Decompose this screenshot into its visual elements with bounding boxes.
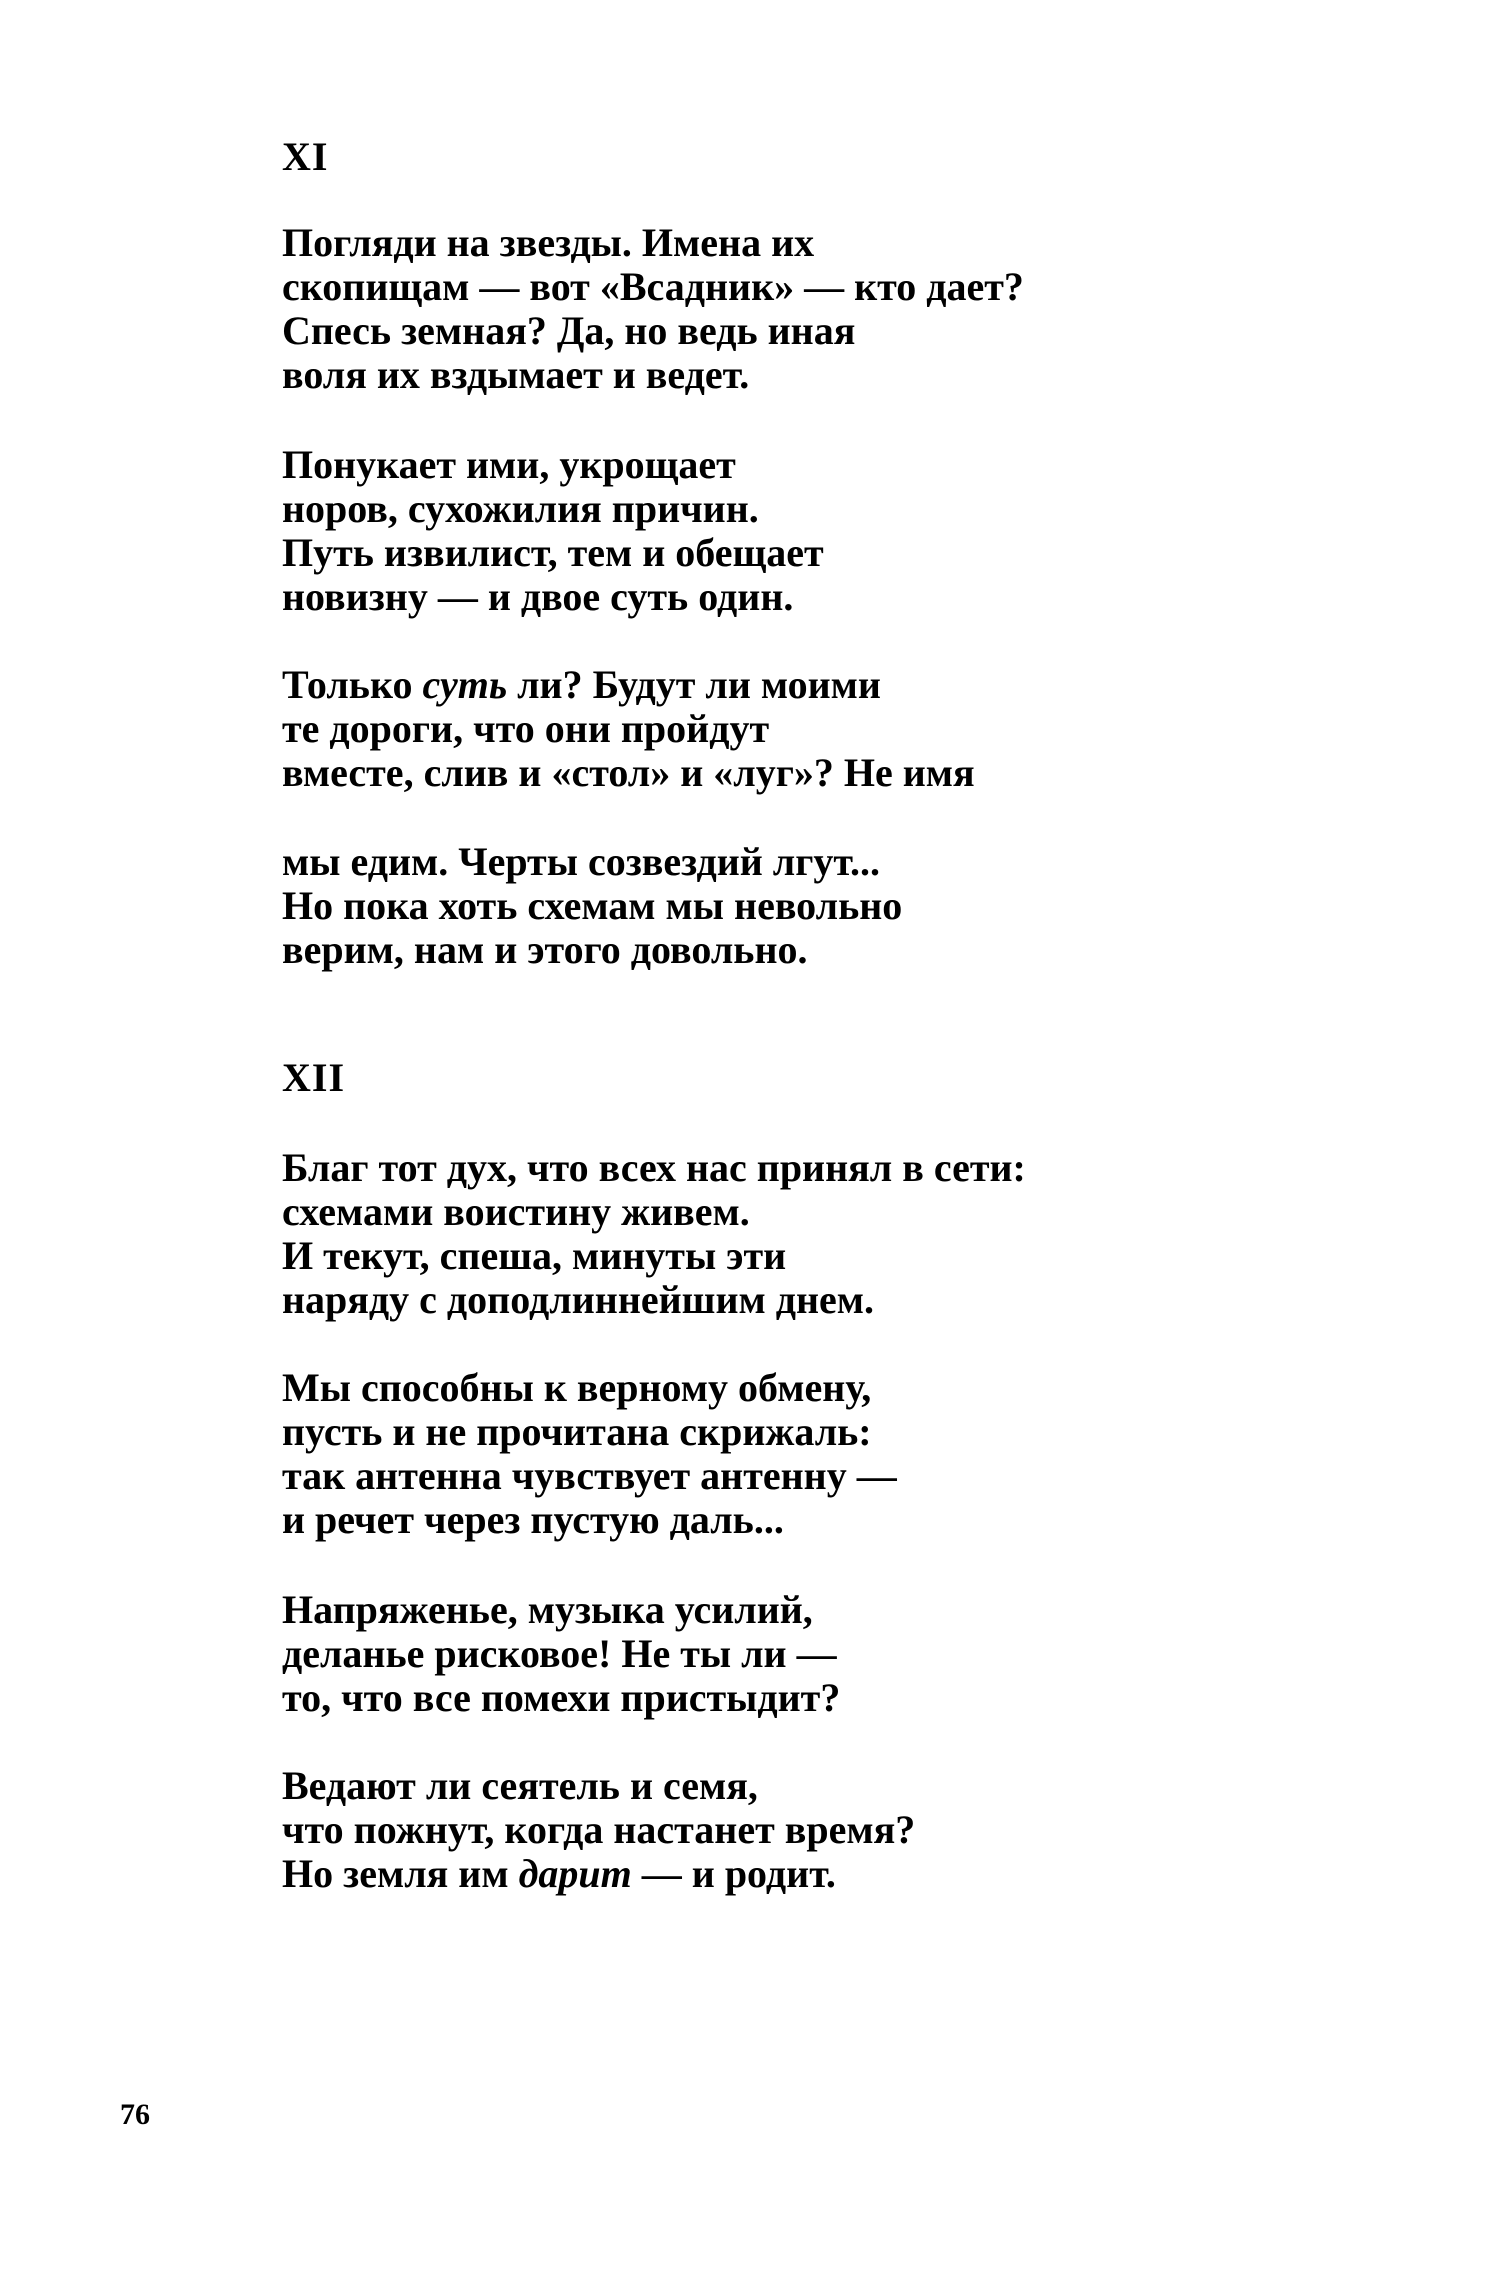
verse-line: Мы способны к верному обмену, xyxy=(282,1365,872,1410)
verse-line: Погляди на звезды. Имена их xyxy=(282,220,815,265)
stanza xyxy=(282,443,1342,619)
verse-line: И текут, спеша, минуты эти xyxy=(282,1233,787,1278)
page-number: 76 xyxy=(120,2098,150,2131)
verse-line: мы едим. Черты созвездий лгут... xyxy=(282,839,881,884)
stanza xyxy=(282,1764,1342,1896)
verse-line: те дороги, что они пройдут xyxy=(282,706,770,751)
verse-line: норов, сухожилия причин. xyxy=(282,486,759,531)
poem-section-xi xyxy=(282,134,1342,179)
verse-line: Но земля им дарит — и родит. xyxy=(282,1851,836,1896)
verse-line: деланье рисковое! Не ты ли — xyxy=(282,1631,837,1676)
verse-line: пусть и не прочитана скрижаль: xyxy=(282,1409,872,1454)
stanza xyxy=(282,840,1342,972)
stanza xyxy=(282,663,1342,795)
verse-line: верим, нам и этого довольно. xyxy=(282,927,808,972)
italic-word: суть xyxy=(422,662,508,707)
verse-line: так антенна чувствует антенну — xyxy=(282,1453,897,1498)
verse-line: схемами воистину живем. xyxy=(282,1189,750,1234)
verse-line: что пожнут, когда настанет время? xyxy=(282,1807,916,1852)
verse-line: Напряженье, музыка усилий, xyxy=(282,1587,813,1632)
stanza xyxy=(282,1588,1342,1720)
verse-line: наряду с доподлиннейшим днем. xyxy=(282,1277,875,1322)
stanza xyxy=(282,1146,1342,1322)
verse-line: новизну — и двое суть один. xyxy=(282,574,794,619)
poem-section-xii xyxy=(282,1055,1342,1100)
verse-line: то, что все помехи пристыдит? xyxy=(282,1675,841,1720)
verse-line: скопищам — вот «Всадник» — кто дает? xyxy=(282,264,1024,309)
verse-line: Ведают ли сеятель и семя, xyxy=(282,1763,758,1808)
verse-line: воля их вздымает и ведет. xyxy=(282,352,750,397)
verse-line: Только суть ли? Будут ли моими xyxy=(282,662,881,707)
stanza xyxy=(282,1366,1342,1542)
italic-word: дарит xyxy=(518,1851,632,1896)
section-numeral: XII xyxy=(282,1055,346,1100)
verse-line: вместе, слив и «стол» и «луг»? Не имя xyxy=(282,750,975,795)
verse-line: Понукает ими, укрощает xyxy=(282,442,736,487)
stanza xyxy=(282,221,1342,397)
verse-line: Путь извилист, тем и обещает xyxy=(282,530,824,575)
verse-line: и речет через пустую даль... xyxy=(282,1497,784,1542)
verse-line: Спесь земная? Да, но ведь иная xyxy=(282,308,856,353)
section-numeral: XI xyxy=(282,134,329,179)
verse-line: Но пока хоть схемам мы невольно xyxy=(282,883,903,928)
verse-line: Благ тот дух, что всех нас принял в сети: xyxy=(282,1145,1026,1190)
